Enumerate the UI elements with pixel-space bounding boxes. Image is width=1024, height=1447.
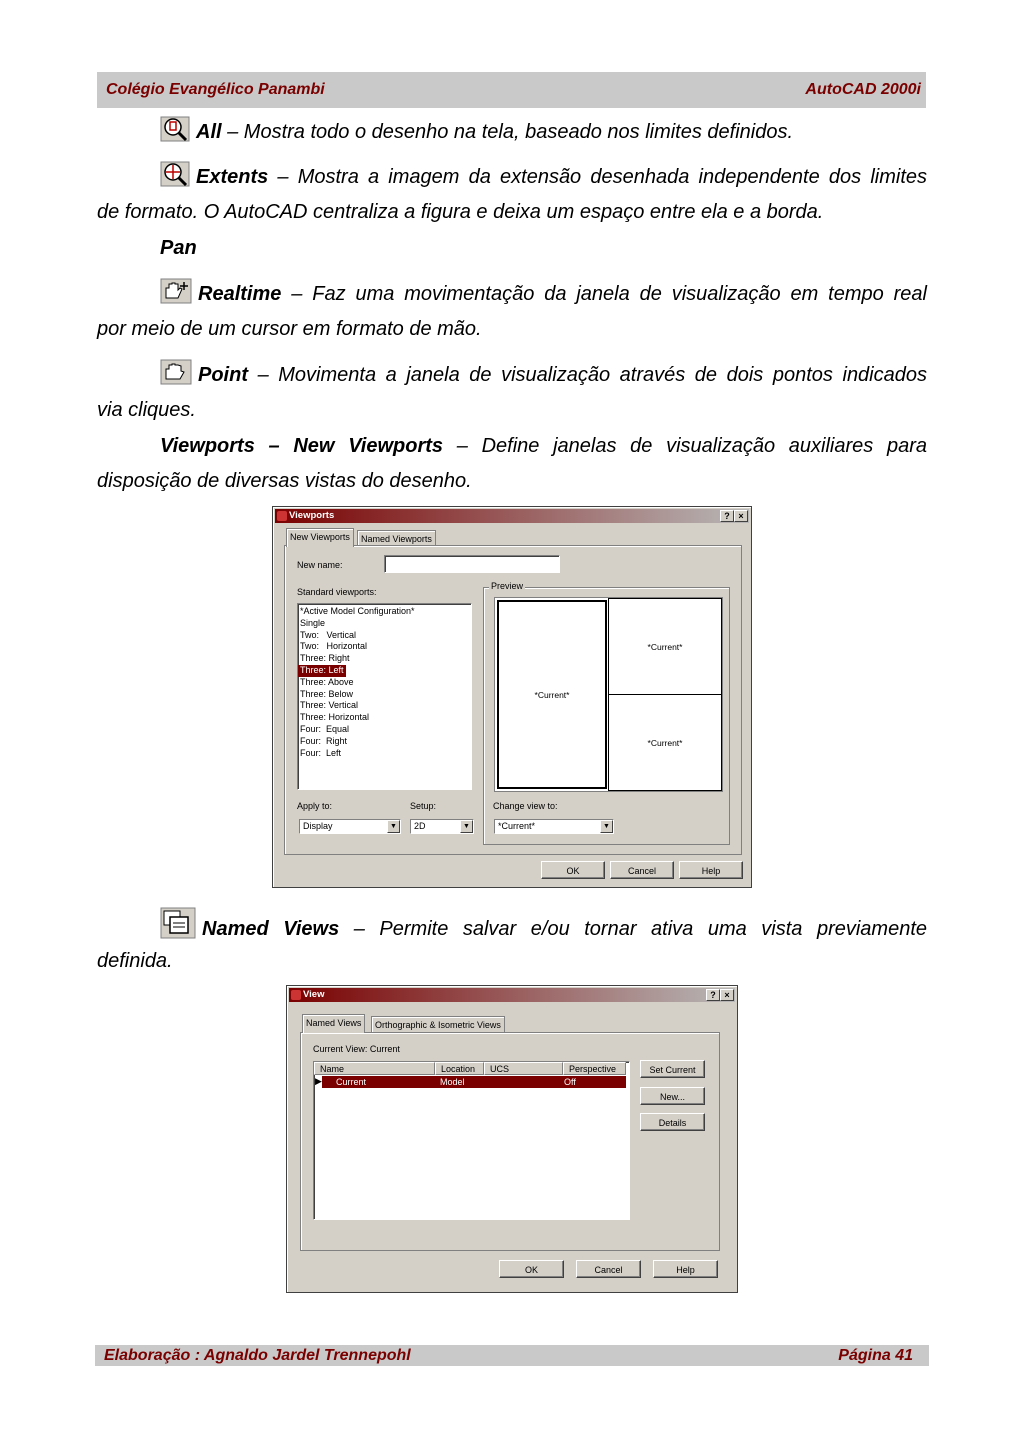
new-name-input[interactable]: [384, 555, 560, 573]
change-view-dropdown[interactable]: [494, 819, 614, 834]
chevron-down-icon[interactable]: ▼: [387, 820, 400, 833]
help-icon[interactable]: ?: [706, 989, 720, 1001]
preview-pane-top-right: *Current*: [608, 598, 722, 695]
term-realtime: Realtime: [198, 283, 282, 305]
para-named-views-line1: [160, 907, 927, 947]
setup-label: Setup:: [410, 801, 437, 811]
view-title: View: [303, 989, 325, 1000]
current-view-value: Current: [369, 1044, 400, 1054]
text-viewports-1: – Define janelas de visualização auxiliares para: [443, 435, 927, 457]
text-named-views-2: definida.: [97, 950, 173, 972]
change-view-label: Change view to:: [493, 801, 558, 811]
list-item[interactable]: Three: Vertical: [300, 700, 359, 711]
setup-dropdown[interactable]: [410, 819, 474, 834]
standard-viewports-list[interactable]: [297, 603, 472, 790]
apply-to-label: Apply to:: [297, 801, 333, 811]
list-item[interactable]: Three: Above: [300, 676, 354, 687]
named-views-icon: [160, 907, 196, 939]
help-button[interactable]: Help: [679, 861, 743, 879]
preview-label: Preview: [491, 581, 524, 591]
cell-perspective: Off: [564, 1077, 576, 1087]
header-school: Colégio Evangélico Panambi: [106, 81, 325, 98]
change-view-value: *Current*: [498, 821, 536, 831]
list-item[interactable]: Three: Horizontal: [300, 712, 370, 723]
view-titlebar[interactable]: [289, 988, 735, 1002]
set-current-button[interactable]: Set Current: [640, 1060, 705, 1078]
para-realtime-line1: [160, 277, 927, 312]
preview-pane-left: *Current*: [497, 600, 607, 789]
header-product: AutoCAD 2000i: [805, 81, 921, 98]
chevron-down-icon[interactable]: ▼: [460, 820, 473, 833]
autocad-logo-icon: [291, 990, 301, 1000]
cancel-button[interactable]: Cancel: [610, 861, 674, 879]
preview-pane-bottom-right: *Current*: [608, 694, 722, 791]
list-item[interactable]: Two: Vertical: [300, 629, 357, 640]
list-item[interactable]: Three: Below: [300, 688, 354, 699]
cancel-button[interactable]: Cancel: [576, 1260, 641, 1278]
current-view-label: [313, 1044, 400, 1054]
apply-to-value: Display: [303, 821, 333, 831]
ok-button[interactable]: OK: [541, 861, 605, 879]
term-viewports: Viewports – New Viewports: [160, 435, 444, 457]
new-view-button[interactable]: New...: [640, 1087, 705, 1105]
viewports-dialog: [272, 506, 752, 888]
apply-to-dropdown[interactable]: [299, 819, 401, 834]
term-named-views: Named Views: [202, 918, 340, 940]
close-icon[interactable]: ×: [720, 989, 734, 1001]
table-row[interactable]: [314, 1076, 626, 1088]
column-perspective[interactable]: Perspective: [563, 1062, 626, 1075]
list-item[interactable]: Four: Right: [300, 735, 348, 746]
view-dialog: [286, 985, 738, 1293]
zoom-extents-icon: [160, 161, 190, 187]
footer-author: Elaboração : Agnaldo Jardel Trennepohl: [104, 1346, 411, 1364]
page-footer: [95, 1345, 929, 1366]
setup-value: 2D: [414, 821, 426, 831]
tab-named-views[interactable]: Named Views: [302, 1014, 365, 1033]
para-extents-line1: [160, 160, 927, 195]
text-extents-2: de formato. O AutoCAD centraliza a figura e deixa um espaço entre ela e a borda.: [97, 201, 824, 223]
column-ucs[interactable]: UCS: [484, 1062, 563, 1075]
term-extents: Extents: [196, 166, 269, 188]
term-point: Point: [198, 364, 248, 386]
autocad-logo-icon: [277, 511, 287, 521]
column-location[interactable]: Location: [435, 1062, 484, 1075]
list-item[interactable]: Three: Right: [300, 653, 350, 664]
pan-realtime-icon: [160, 278, 192, 304]
heading-pan: Pan: [160, 237, 197, 259]
tab-new-viewports[interactable]: New Viewports: [286, 528, 354, 547]
para-viewports-line1: [160, 429, 927, 464]
column-name[interactable]: Name: [314, 1062, 435, 1075]
chevron-down-icon[interactable]: ▼: [600, 820, 613, 833]
help-button[interactable]: Help: [653, 1260, 718, 1278]
footer-page-number: Página 41: [838, 1346, 913, 1364]
page-header: [97, 72, 926, 108]
list-item[interactable]: Four: Equal: [300, 723, 350, 734]
text-viewports-2: disposição de diversas vistas do desenho.: [97, 470, 472, 492]
cell-name: Current: [336, 1077, 367, 1087]
list-item[interactable]: Four: Left: [300, 747, 342, 758]
text-realtime-1: – Faz uma movimentação da janela de visualização em tempo real: [281, 283, 927, 305]
details-button[interactable]: Details: [640, 1113, 705, 1131]
text-realtime-2: por meio de um cursor em formato de mão.: [97, 318, 482, 340]
cell-location: Model: [440, 1077, 465, 1087]
list-item[interactable]: *Active Model Configuration*: [300, 606, 415, 616]
viewports-titlebar[interactable]: [275, 509, 749, 523]
para-point-line1: [160, 358, 927, 393]
tab-named-viewports[interactable]: Named Viewports: [357, 530, 436, 547]
pan-point-icon: [160, 359, 192, 385]
preview-area: [494, 597, 723, 792]
standard-viewports-label: Standard viewports:: [297, 587, 377, 597]
close-icon[interactable]: ×: [734, 510, 748, 522]
list-item[interactable]: Single: [300, 617, 326, 628]
zoom-all-icon: [160, 116, 190, 142]
list-item[interactable]: Two: Horizontal: [300, 641, 368, 652]
new-name-label: New name:: [297, 560, 343, 570]
text-extents-1: – Mostra a imagem da extensão desenhada independente dos limites: [268, 166, 927, 188]
current-view-caption: Current View:: [313, 1044, 368, 1054]
views-table[interactable]: [313, 1061, 630, 1220]
text-point-1: – Movimenta a janela de visualização através de dois pontos indicados: [248, 364, 927, 386]
text-named-views-1: – Permite salvar e/ou tornar ativa uma vista previamente: [339, 918, 927, 940]
viewports-title: Viewports: [289, 510, 335, 521]
list-item-selected[interactable]: Three: Left: [300, 664, 344, 675]
text-point-2: via cliques.: [97, 399, 196, 421]
para-all: [160, 115, 920, 150]
row-pointer-icon: ▶: [315, 1076, 322, 1086]
term-all: All: [196, 121, 222, 143]
text-all: – Mostra todo o desenho na tela, baseado nos limites definidos.: [221, 121, 794, 143]
help-icon[interactable]: ?: [720, 510, 734, 522]
tab-orthographic-isometric[interactable]: Orthographic & Isometric Views: [371, 1016, 505, 1033]
ok-button[interactable]: OK: [499, 1260, 564, 1278]
